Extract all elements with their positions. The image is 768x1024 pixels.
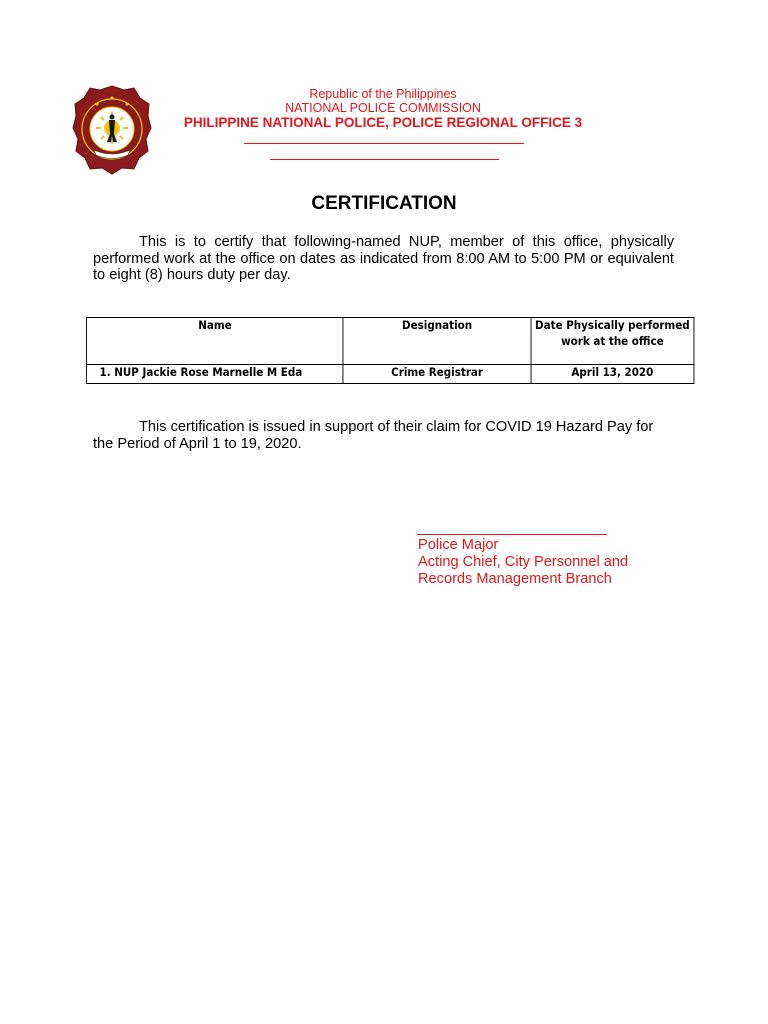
signatory-position: Acting Chief, City Personnel and	[418, 554, 629, 570]
header-office: PHILIPPINE NATIONAL POLICE, POLICE REGIONAL OFFICE 3	[183, 115, 583, 130]
pnp-seal-icon	[72, 84, 152, 176]
column-header-name: Name	[86, 318, 343, 365]
header-country: Republic of the Philippines	[309, 87, 457, 101]
signatory-position-cont: Records Management Branch	[418, 571, 612, 587]
signatory-rank: Police Major	[418, 537, 499, 553]
cell-name: 1. NUP Jackie Rose Marnelle M Eda	[86, 365, 343, 384]
header-commission: NATIONAL POLICE COMMISSION	[285, 101, 481, 115]
table-row	[86, 365, 694, 384]
personnel-table	[86, 317, 694, 384]
document-title: CERTIFICATION	[311, 193, 457, 214]
certification-paragraph: This is to certify that following-named NUP, member of this office, physically performed work at the office on dates as indicated from 8:00 AM to 5:00 PM or equivalent to eight (8) hours duty per day.	[93, 234, 674, 283]
purpose-paragraph: This certification is issued in support of their claim for COVID 19 Hazard Pay for the Period of April 1 to 19, 2020.	[93, 419, 654, 452]
column-header-designation: Designation	[343, 318, 530, 365]
header-rule	[244, 143, 524, 144]
cell-date: April 13, 2020	[531, 365, 694, 384]
header-rule	[270, 159, 499, 160]
signature-line	[417, 534, 607, 535]
column-header-date: Date Physically performed work at the office	[531, 318, 694, 365]
cell-designation: Crime Registrar	[343, 365, 530, 384]
table-header-row	[86, 318, 694, 365]
